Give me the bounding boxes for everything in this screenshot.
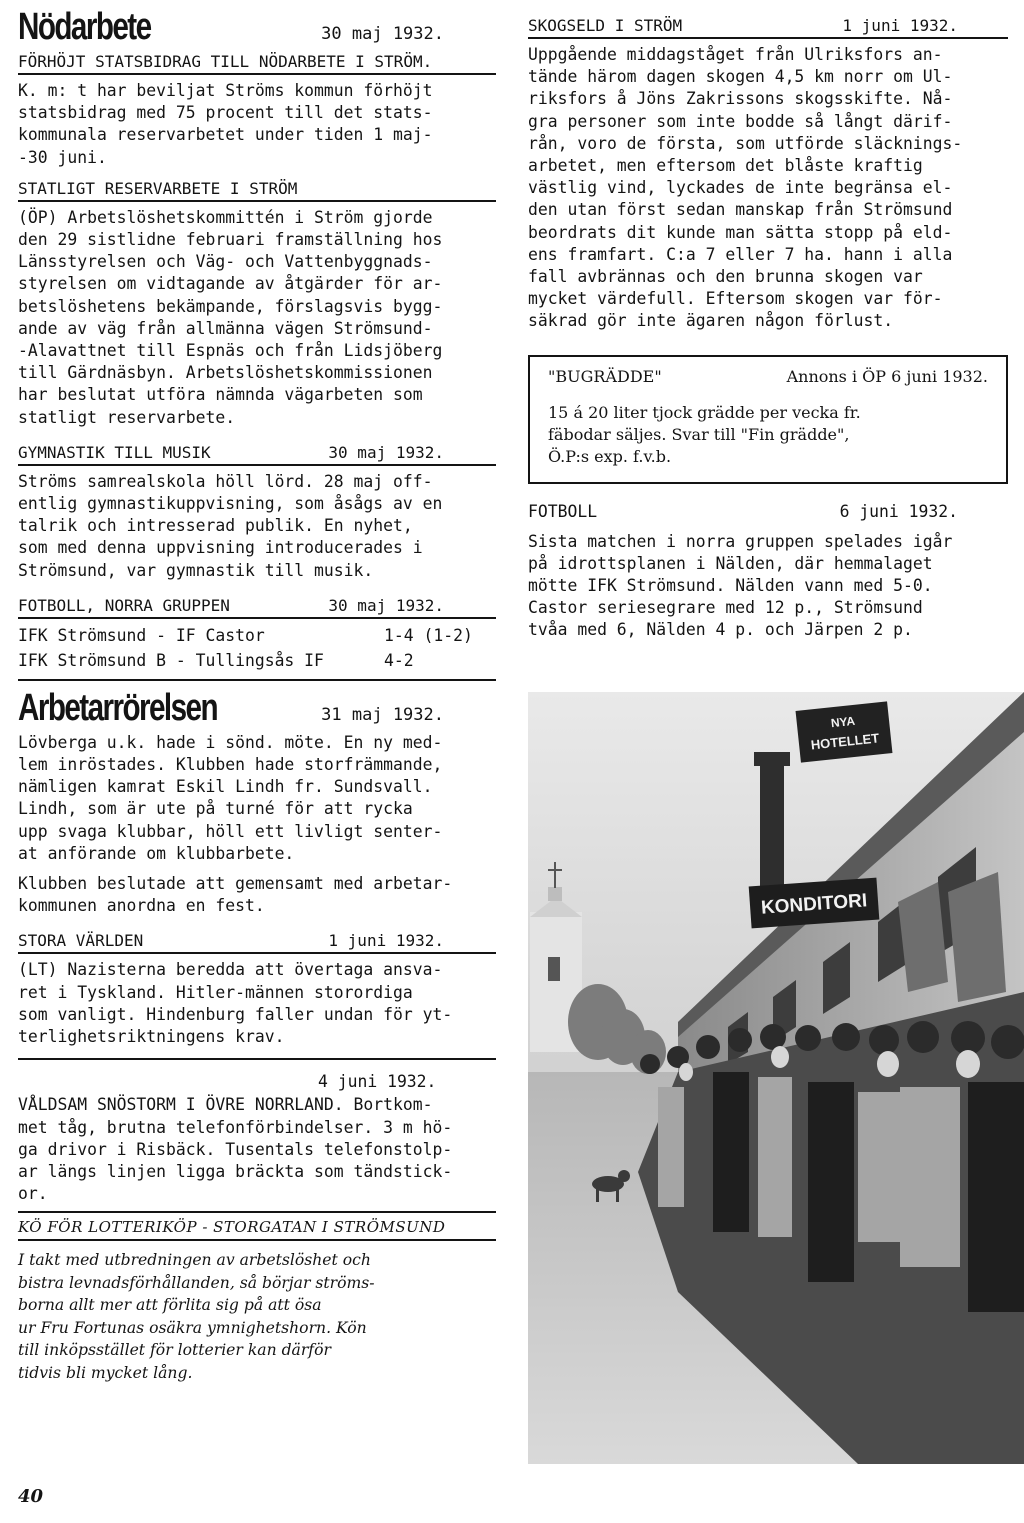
annons-box xyxy=(528,355,1008,484)
snostorm-text: VÅLDSAM SNÖSTORM I ÖVRE NORRLAND. Bortkom- met tåg, brutna telefonförbindelser. 3 m hö- ga drivor i Risbäck. Tusentals telefonstolp- ar längs linjen ligga bräckta som tändstick- or. xyxy=(18,1095,453,1204)
stora-varlden-date: 1 juni 1932. xyxy=(328,931,444,951)
lotteri-text: I takt med utbredningen av arbetslöshet och bistra levnadsförhållanden, så börjar ströms- borna allt mer att förlita sig på att ösa ur Fru Fortunas osäkra ymnighetshorn. Kön till inköpsstället för lotterier kan därför tidvis bli mycket lång. xyxy=(18,1251,375,1382)
fotboll-norra-results xyxy=(18,623,496,673)
hotellet-sign-text: HOTELLET xyxy=(810,730,880,753)
annons-text: 15 á 20 liter tjock grädde per vecka fr. fäbodar säljes. Svar till "Fin grädde", Ö.P:s exp. f.v.b. xyxy=(548,402,861,466)
photo-illustration xyxy=(528,692,1024,1464)
gymnastik-text: Ströms samrealskola höll lörd. 28 maj off- entlig gymnastikuppvisning, som åsågs av en talrik och intresserad publik. En nyhet, som med denna uppvisning introducerades i Strömsund, var gymnastik till musik. xyxy=(18,471,443,580)
fotboll-text: Sista matchen i norra gruppen spelades igår på idrottsplanen i Nälden, där hemmalaget mötte IFK Strömsund. Nälden vann med 5-0. Castor seriesegrare med 12 p., Strömsund tvåa med 6, Nälden 4 p. och Järpen 2 p. xyxy=(528,531,953,640)
nodarbete-header xyxy=(18,8,496,46)
match-score: 4-2 xyxy=(384,650,414,670)
lotteri-head: KÖ FÖR LOTTERIKÖP - STORGATAN I STRÖMSUND xyxy=(18,1218,446,1237)
nodarbete-subhead xyxy=(18,52,496,75)
match-score: 1-4 (1-2) xyxy=(384,625,473,645)
skogseld-text: Uppgående middagståget från Ulriksfors an- tände härom dagen skogen 4,5 km norr om Ul- riksfors å Jöns Zakrissons skogsskifte. Nå- gra personer som inte bodde så långt därif- rån, voro de första, som utförde släcknings- arbetet, men eftersom det blåste kraftig västlig vind, lyckades de inte begränsa el- den utan först sedan manskap från Strömsund beordrats dit kunde man sätta stopp på eld- ens framfart. C:a 7 eller 7 ha. hann i alla fall avbrännas och den brunna skogen var mycket värdefull. Eftersom skogen var för- säkrad gör inte ägaren någon förlust. xyxy=(528,45,963,331)
divider xyxy=(18,679,496,681)
fotboll-norra-head-text: FOTBOLL, NORRA GRUPPEN xyxy=(18,595,230,615)
skogseld-head xyxy=(528,16,1008,39)
nya-sign-text: NYA xyxy=(830,713,856,731)
match-name: IFK Strömsund B - Tullingsås IF xyxy=(18,650,324,670)
page-number: 40 xyxy=(18,1486,44,1507)
arbetarrorelsen-text-2: Klubben beslutade att gemensamt med arbetar- kommunen anordna en fest. xyxy=(18,874,453,916)
gymnastik-date: 30 maj 1932. xyxy=(328,442,444,462)
right-column xyxy=(528,8,1008,642)
reservarbete-head xyxy=(18,179,496,202)
konditori-sign xyxy=(749,878,880,929)
stora-varlden-text: (LT) Nazisterna beredda att övertaga ansva- ret i Tyskland. Hitler-männen storordiga som vanligt. Hindenburg faller undan för yt- terlighetsriktningens krav. xyxy=(18,960,453,1047)
fotboll-norra-head xyxy=(18,596,496,619)
divider xyxy=(18,1211,496,1213)
skogseld-date: 1 juni 1932. xyxy=(842,16,958,35)
reservarbete-text: (ÖP) Arbetslöshetskommittén i Ström gjorde den 29 sistlidne februari framställning hos Länsstyrelsen och Väg- och Vattenbyggnads- styrelsen om vidtagande av åtgärder för ar- betslöshetens bekämpande, förslagsvis bygg- ande av väg från allmänna vägen Strömsund- -Alavattnet till Espnäs och från Lidsjöberg till Gärdnäsbyn. Arbetslöshetskommissionen har beslutat utföra nämnda vägarbeten som statligt reservarbete. xyxy=(18,207,443,427)
nodarbete-subhead-text: FÖRHÖJT STATSBIDRAG TILL NÖDARBETE I STRÖM. xyxy=(18,52,433,71)
annons-title: "BUGRÄDDE" xyxy=(548,366,662,386)
match-row xyxy=(18,623,496,648)
konditori-sign-text: KONDITORI xyxy=(760,890,868,919)
match-row xyxy=(18,648,496,673)
nodarbete-title: Nödarbete xyxy=(18,6,151,48)
match-name: IFK Strömsund - IF Castor xyxy=(18,625,265,645)
fotboll-norra-date: 30 maj 1932. xyxy=(328,595,444,615)
reservarbete-head-text: STATLIGT RESERVARBETE I STRÖM xyxy=(18,178,298,198)
nodarbete-date: 30 maj 1932. xyxy=(321,24,444,44)
nodarbete-text: K. m: t har beviljat Ströms kommun förhöjt statsbidrag med 75 procent till det stats- kommunala reservarbetet under tiden 1 maj- -30 juni. xyxy=(18,81,433,167)
gymnastik-head xyxy=(18,443,496,466)
arbetarrorelsen-header xyxy=(18,686,496,729)
arbetarrorelsen-text-1: Lövberga u.k. hade i sönd. möte. En ny med- lem inröstades. Klubben hade storfrämmande, nämligen kamrat Eskil Lindh fr. Sundsvall. Lindh, som är ute på turné för att rycka upp svaga klubbar, höll ett livligt senter- at anförande om klubbarbete. xyxy=(18,732,443,863)
gymnastik-head-text: GYMNASTIK TILL MUSIK xyxy=(18,442,211,462)
stora-varlden-head-text: STORA VÄRLDEN xyxy=(18,931,144,951)
annons-source: Annons i ÖP 6 juni 1932. xyxy=(786,366,988,386)
fotboll-date: 6 juni 1932. xyxy=(839,501,958,521)
arbetarrorelsen-date: 31 maj 1932. xyxy=(321,704,444,725)
left-column xyxy=(18,8,496,1384)
skogseld-head-text: SKOGSELD I STRÖM xyxy=(528,16,683,35)
lottery-queue-photo xyxy=(528,692,1024,1464)
arbetarrorelsen-title: Arbetarrörelsen xyxy=(18,686,217,729)
fotboll-head xyxy=(528,502,1008,521)
divider xyxy=(18,1058,496,1060)
stora-varlden-head xyxy=(18,931,496,954)
divider xyxy=(18,1239,496,1241)
annons-header xyxy=(548,367,988,386)
snostorm-date: 4 juni 1932. xyxy=(318,1072,437,1092)
fotboll-head-text: FOTBOLL xyxy=(528,501,598,521)
